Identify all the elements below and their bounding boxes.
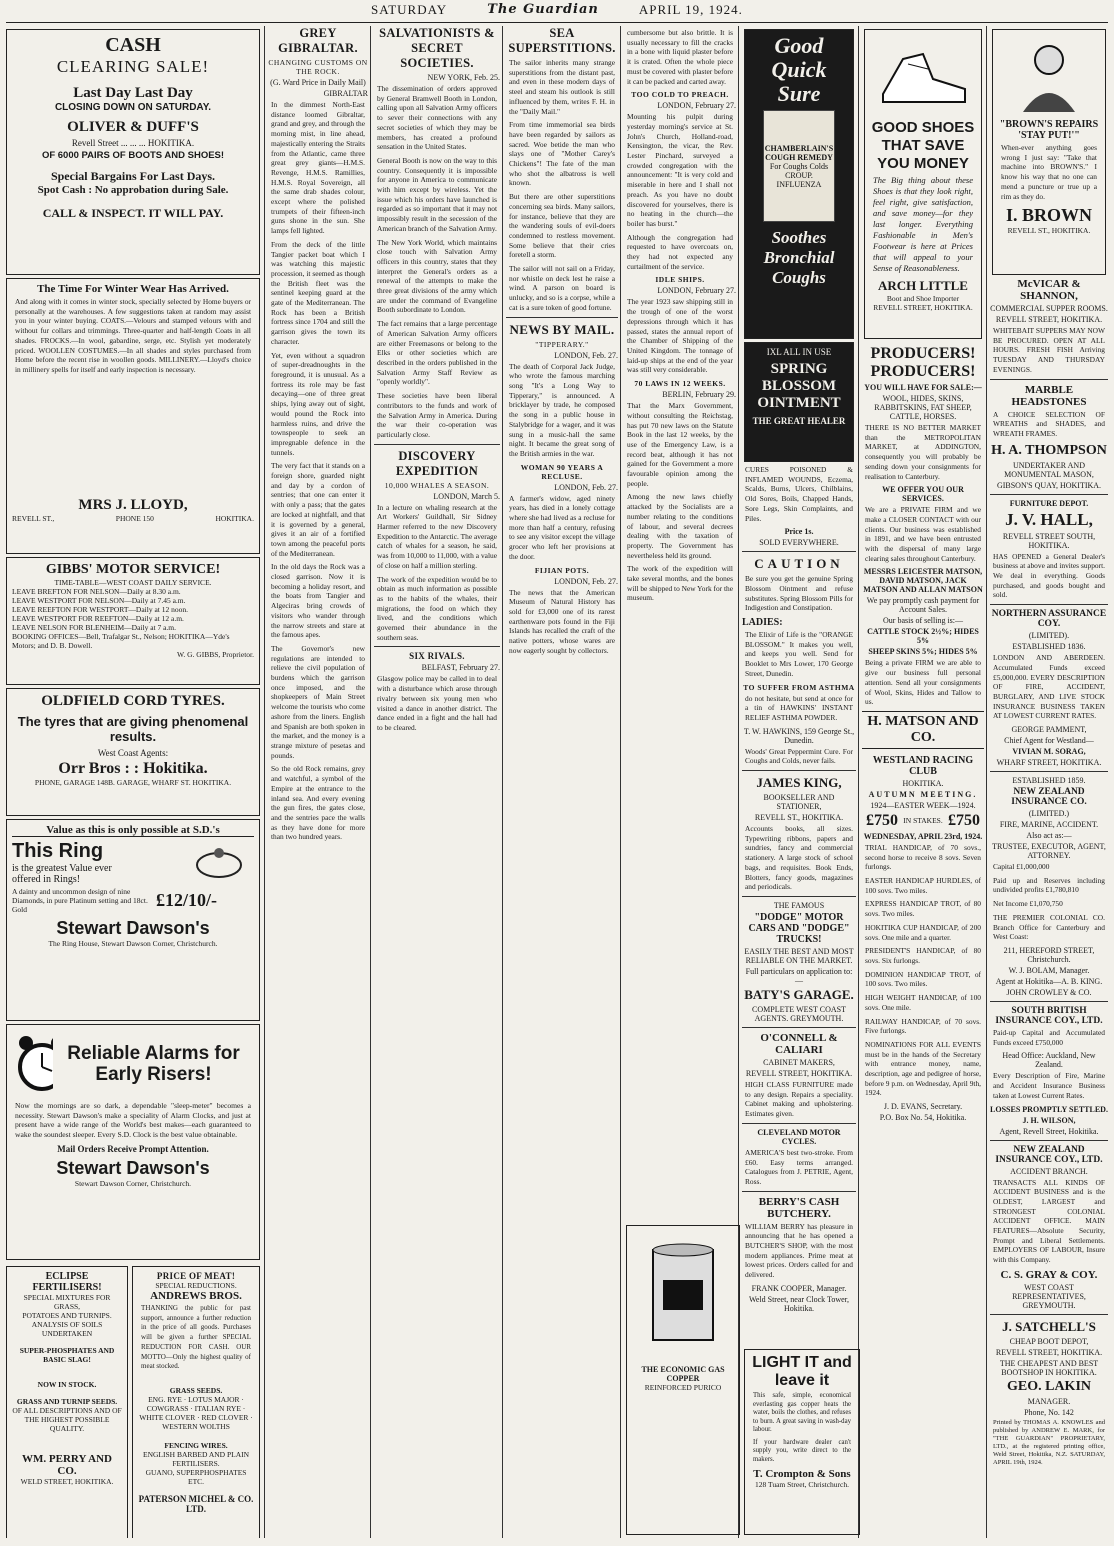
ads-column-6	[742, 26, 856, 1538]
ring-icon	[184, 837, 254, 887]
light-dealer: If your hardware dealer can't supply you, write direct to the makers.	[753, 1438, 851, 1463]
racing-nominations: NOMINATIONS FOR ALL EVENTS must be in the hands of the Secretary with entrance money, name, description, age and pedigree of horse, before 9 p.m. on Wednesday, April 9th, 1924.	[865, 1039, 981, 1098]
asthma-title: TO SUFFER FROM ASTHMA	[743, 682, 855, 692]
cough-remedy-ad	[744, 29, 854, 339]
gibbs-line: LEAVE WESTPORT FOR REEFTON—Daily at 12 a.m.	[12, 614, 184, 623]
spring-tag: IXL ALL IN USE	[766, 347, 832, 357]
seeds-ad	[132, 1266, 260, 1538]
oldfield-title: OLDFIELD CORD TYRES.	[41, 693, 225, 709]
alarms-mail: Mail Orders Receive Prompt Attention.	[57, 1143, 209, 1154]
ads-column-1	[4, 26, 262, 1538]
eclipse-line: POTATOES AND TURNIPS.	[22, 1311, 112, 1320]
laws-title: 70 LAWS IN 12 WEEKS.	[634, 379, 726, 389]
idle-dateline: LONDON, February 27.	[657, 286, 736, 296]
seeds-text: SPECIAL REDUCTIONS.	[155, 1281, 237, 1290]
salvationists-paragraph: The fact remains that a large percentage of American Salvation Army officers are either Freemasons or belong to the Elks or other societies which are described in the orders published in the Salvation Army Staff Review as "openly worldly".	[377, 319, 497, 387]
shoes-sub: Boot and Shoe Importer	[886, 294, 960, 303]
satchell-addr: REVELL STREET, HOKITIKA.	[995, 1347, 1103, 1357]
spring-price: Price 1s.	[784, 527, 814, 537]
shoes-firm: ARCH LITTLE	[878, 278, 968, 293]
dodge-desc: EASILY THE BEST AND MOST RELIABLE ON THE MARKET.	[744, 946, 854, 965]
southbrit-losses: LOSSES PROMPTLY SETTLED.	[990, 1104, 1108, 1114]
winter-town: HOKITIKA.	[215, 514, 254, 523]
salvationists-paragraph: The dissemination of orders approved by General Bramwell Booth in London, calling upon all Salvation Army officers to sever their connections with any secret societies of which they may be members, has created a profound sensation in the United States.	[377, 84, 497, 152]
northern-title: NORTHERN ASSURANCE COY.	[991, 609, 1107, 630]
ring-price: £12/10/-	[156, 890, 217, 910]
oldfield-firm: Orr Bros : : Hokitika.	[58, 760, 208, 777]
idle-title: IDLE SHIPS.	[655, 275, 705, 285]
marble-text: A CHOICE SELECTION OF WREATHS and SHADES, and WREATH FRAMES.	[993, 409, 1105, 438]
satchell-text: THE CHEAPEST AND BEST BOOTSHOP IN HOKITIKA.	[999, 1358, 1099, 1377]
light-it-ad	[744, 1349, 860, 1535]
caution-text: Be sure you get the genuine Spring Blossom Ointment and refuse substitutes. Spring Blossom Pills for Indigestion and Constipation.	[745, 574, 853, 613]
nzins-title: NEW ZEALAND INSURANCE CO.	[1011, 787, 1087, 808]
eclipse-firm: WM. PERRY AND CO.	[22, 1453, 112, 1477]
alarms-ad	[6, 1024, 260, 1260]
salvationists-paragraph: These societies have been liberal contributors to the funds and work of the Salvation Army in America. During the war their co-operation was particularly close.	[377, 391, 497, 439]
gibbs-timetable: TIME-TABLE—WEST COAST DAILY SERVICE.	[54, 578, 212, 587]
column-rule	[502, 26, 503, 1538]
laws-paragraph: That the Marx Government, without consulting the Reichstag, has put 70 new laws on the Statute Book in the last 12 weeks, by the use of the Emergency Law, is a record beat, although it has not gained for the Government a more favourable opinion among the people.	[627, 401, 733, 488]
cash-firm: OLIVER & DUFF'S	[67, 119, 199, 135]
producers-firm-line: MESSRS LEICESTER MATSON, DAVID MATSON, JACK MATSON AND ALLAN MATSON	[863, 567, 983, 595]
eclipse-title: ECLIPSE FERTILISERS!	[32, 1271, 102, 1293]
southbrit-title: SOUTH BRITISH INSURANCE COY., LTD.	[995, 1005, 1103, 1026]
seeds-wire: ENGLISH BARBED AND PLAIN FERTILISERS.	[143, 1449, 250, 1468]
producers-rates: Our basis of selling is:—	[883, 616, 963, 626]
nzins-sub: (LIMITED.)	[1028, 809, 1070, 819]
ring-addr: The Ring House, Stewart Dawson Corner, Christchurch.	[48, 939, 218, 948]
racing-race: TRIAL HANDICAP, of 70 sovs., second horse to receive 8 sovs. Seven furlongs.	[865, 842, 981, 872]
racing-race: HIGH WEIGHT HANDICAP, of 100 sovs. One mile.	[865, 993, 981, 1012]
spring-claim: THE GREAT HEALER	[752, 416, 846, 426]
winter-wear-ad	[6, 278, 260, 554]
northern-addr: WHARF STREET, HOKITIKA.	[996, 758, 1102, 768]
pots-paragraph: The news that the American Museum of Natural History has sold for £3,000 one of its rarest earthenware pots found in the Fiji Islands has recalled the craft of the native potters, whose wares are now eagerly sought by collectors.	[509, 587, 615, 655]
column-rule	[620, 26, 621, 1538]
woman-dateline: LONDON, Feb. 27.	[554, 482, 618, 492]
brown-firm: I. BROWN	[1005, 205, 1092, 226]
seeds-guano: GUANO, SUPERPHOSPHATES ETC.	[145, 1467, 247, 1486]
satchell-mgr-title: MANAGER.	[1027, 1396, 1071, 1406]
news-paragraph: The death of Corporal Jack Judge, who wrote the famous marching song "It's a Long Way to Tipperary," is announced. A bricklayer by trade, he composed the song in a public house in Stalybridge for a wager, and it was sung in a music-hall the same night. It became the great song of the British armies in the war.	[509, 361, 615, 458]
nzins-also: Also act as:—	[1026, 831, 1072, 841]
spring-sold: SOLD EVERYWHERE.	[759, 538, 839, 548]
gibbs-line: LEAVE BREFTON FOR NELSON—Daily at 8.30 a.m.	[12, 587, 181, 596]
nzins-income: Net Income £1,070,750	[993, 899, 1063, 909]
eclipse-line: GRASS AND TURNIP SEEDS.	[16, 1397, 118, 1406]
gibraltar-paragraph: From the deck of the little Tangier packet boat which I was watching this majestic procession, it seemed as though the British fleet was the sentinel keeping guard at the gate of the Mediterranean. The Rock has been a British fortress since 1704 and still the garrison gives the town its character.	[271, 239, 365, 346]
salvationists-title: SALVATIONISTS & SECRET SOCIETIES.	[379, 26, 495, 70]
col5-paragraph: cumbersome but also brittle. It is usually necessary to fill the cracks in a bone with liquid plaster before it is crated. Often the whole piece must be covered with plaster before it can be packed and carted away.	[627, 28, 733, 86]
nzins2-title: NEW ZEALAND INSURANCE COY., LTD.	[995, 1144, 1103, 1165]
article-column-salvationists	[374, 26, 500, 1538]
satchell-title: J. SATCHELL'S	[1002, 1318, 1096, 1334]
oldfield-phone: PHONE, GARAGE 148B. GARAGE, WHARF ST. HOKITIKA.	[34, 778, 232, 787]
racing-race: HOKITIKA CUP HANDICAP, of 200 sovs. One mile and a quarter.	[865, 922, 981, 942]
asthma-sign: T. W. HAWKINS, 159 George St., Dunedin.	[743, 726, 855, 745]
racing-race: DOMINION HANDICAP TROT, of 100 sovs. Two miles.	[865, 969, 981, 989]
spring-blossom-ad	[744, 342, 854, 462]
nzins-agents: Agent at Hokitika—A. B. KING.	[995, 976, 1103, 986]
column-rule	[858, 26, 859, 1538]
gibbs-motor-ad	[6, 557, 260, 685]
gibraltar-title: GREY GIBRALTAR.	[278, 26, 358, 55]
satchell-sub: CHEAP BOOT DEPOT,	[1009, 1336, 1089, 1346]
berry-title: BERRY'S CASH BUTCHERY.	[758, 1195, 840, 1220]
racing-meeting: AUTUMN MEETING.	[868, 789, 978, 799]
spring-brand: SPRING BLOSSOM OINTMENT	[757, 361, 841, 411]
dodge-title: THE FAMOUS	[773, 900, 825, 910]
sea-paragraph: The sailor will not sail on a Friday, nor whistle on deck lest he raise a wind. A parson on board is unlucky, and so is a corpse, while a cat is a sure token of good fortune.	[509, 264, 615, 312]
pots-dateline: LONDON, Feb. 27.	[554, 576, 618, 586]
gibraltar-paragraph: So the old Rock remains, grey and watchful, a symbol of the Empire at the entrance to the inland sea. And every evening the gun fires, the gates close, and the sentries pace the walls as they have done for more than two hundred years.	[271, 764, 365, 842]
news-subtitle: "TIPPERARY."	[535, 339, 589, 349]
dodge-line: "DODGE" MOTOR CARS AND "DODGE" TRUCKS!	[748, 911, 850, 945]
brown-text: When-ever anything goes wrong I just say: "Take that machine into BROWN'S." I know his way that no one can mend a puncture or true up a rim as they do.	[1001, 143, 1097, 201]
northern-office: Chief Agent for Westland—	[1004, 736, 1094, 746]
hall-title: FURNITURE DEPOT.	[1009, 498, 1089, 508]
cash-subtitle: CLEARING SALE!	[56, 57, 210, 76]
cash-sale-ad	[6, 29, 260, 275]
caution-ladies-text: The Elixir of Life is the "ORANGE BLOSSOM." It makes you well, and keeps you well. Send for Booklet to Mrs Lower, 170 George Street, Dunedin.	[745, 630, 853, 678]
ring-value: Value as this is only possible at S.D.'s	[12, 824, 254, 837]
southbrit-text: Every Description of Fire, Marine and Accident Insurance Business taken at Lowest Current Rates.	[993, 1071, 1105, 1100]
woman-title: WOMAN 90 YEARS A RECLUSE.	[520, 462, 604, 481]
seeds-firm: ANDREWS BROS.	[150, 1290, 242, 1302]
racing-stake-right: £750	[948, 811, 980, 829]
racing-stake-mid: IN STAKES.	[903, 816, 943, 826]
ring-firm: Stewart Dawson's	[56, 918, 210, 938]
gibraltar-dateline: GIBRALTAR	[323, 89, 368, 98]
cold-dateline: LONDON, February 27.	[657, 101, 736, 111]
berry-text: WILLIAM BERRY has pleasure in announcing that he has opened a BUTCHER'S SHOP, with the most modern appliances. Prime meat at lowest prices. Orders called for and delivered.	[745, 1221, 853, 1280]
winter-title: The Time For Winter Wear Has Arrived.	[37, 283, 229, 295]
seeds-body: THANKING the public for past support, announce a further reduction in the price of all goods. Purchases will be given a further SPECIAL REDUCTION FOR CASH. OUR MOTTO—Only the highest quality of meat stocked.	[141, 1304, 251, 1371]
dodge-parts: Full particulars on application to:—	[745, 966, 853, 985]
brown-addr: REVELL ST., HOKITIKA.	[1007, 226, 1091, 236]
seeds-paterson: PATERSON MICHEL & CO. LTD.	[138, 1493, 254, 1514]
gibraltar-paragraph: The very fact that it stands on a foreign shore, guarded night and day by a cordon of sentries; that one can enter it with only a pass; that the gates are locked at nightfall, and that it is governed by a general, gives it an air of a fortified town among the peaceful ports of the Mediterranean.	[271, 461, 365, 558]
cash-closing: CLOSING DOWN ON SATURDAY.	[54, 102, 212, 113]
sea-paragraph: The sailor inherits many strange superstitions from the distant past, and even in these modern days of steel and steam his outlook is still influenced by them, writes F. H. in the "Daily Mail."	[509, 58, 615, 116]
cough-brand: Good Quick Sure	[771, 33, 827, 106]
light-firm: T. Crompton & Sons	[753, 1468, 851, 1480]
alarms-addr: Stewart Dawson Corner, Christchurch.	[74, 1178, 192, 1188]
imprint: Printed by THOMAS A. KNOWLES and published by ANDREW E. MARK, for "THE GUARDIAN" PROPRIETARY, LTD., at the registered printing office, Weld Street, Hokitika, N.Z. SATURDAY, APRIL 19th, 1924.	[993, 1418, 1105, 1466]
cash-terms: Spot Cash : No approbation during Sale.	[37, 184, 229, 196]
nzins-reserves: Paid up and Reserves including undivided profits £1,780,810	[993, 875, 1105, 895]
discovery-subtitle: 10,000 WHALES A SEASON.	[384, 480, 490, 490]
satchell-phone: Phone, No. 142	[1024, 1407, 1074, 1417]
cough-tag: Soothes Bronchial Coughs	[763, 228, 835, 287]
producers-text3: Being a private FIRM we are able to give our business full personal attention. Send all your consignments of Wool, Skins, Hides and Tallow to us.	[865, 658, 981, 707]
gibraltar-paragraph: In the dimmest North-East distance loomed Gibraltar, grand and grey, and through the morning mist, in line ahead, majestically entering the Straits from the Atlantic, came three great grey giants—H.M.S. Revenge, H.M.S. Ramillies, H.M.S. Royal Sovereign, all the same drab shades colour, except where the polished trumpets of their fifteen-inch guns shone in the sun. She lamps fell lighted.	[271, 100, 365, 236]
southbrit-agent-addr: Agent, Revell Street, Hokitika.	[999, 1126, 1099, 1136]
cleveland-title: CLEVELAND MOTOR CYCLES.	[757, 1127, 841, 1146]
eclipse-street: WELD STREET, HOKITIKA.	[20, 1477, 114, 1486]
racing-race: EXPRESS HANDICAP TROT, of 80 sovs. Two miles.	[865, 899, 981, 919]
rivals-paragraph: Glasgow police may be called in to deal with a disturbance which arose through rivalry between six young men who visited a dance in another district. The dance ended in a fight and the hall had to be cleared.	[377, 674, 497, 732]
gibbs-line: LEAVE WESTPORT FOR NELSON—Daily at 7.45 a.m.	[12, 596, 186, 605]
producers-prompt: We pay promptly cash payment for Account Sales.	[866, 596, 980, 615]
northern-agent: GEORGE PAMMENT,	[1011, 725, 1087, 735]
ring-desc: A dainty and uncommon design of nine Diamonds, in pure Platinum setting and 18ct. Gold	[12, 887, 148, 914]
mcvicar-sub: COMMERCIAL SUPPER ROOMS.	[990, 304, 1108, 313]
nzins2-firm: C. S. GRAY & COY.	[1000, 1268, 1098, 1281]
cash-offer: OF 6000 PAIRS OF BOOTS AND SHOES!	[41, 150, 225, 161]
winter-text: And along with it comes in winter stock, specially selected by Home buyers or personally at the warehouses. A few suggestions taken at random may assist you in your winter buying. COATS.—Velours and stamped velours with and without fur collars and trimmings. Three-quarter and half-length Coats in all shades. FROCKS.—In wool, gabardine, serge, etc. Stylish yet moderately priced. WOOLLEN COSTUMES.—In all shades and styles purchased from Home before the recent rise in woollen goods. MILLINERY.—Lloyd's choice in millinery spells for itself and early inspection is necessary.	[15, 297, 251, 374]
producers-offer: WE OFFER YOU OUR SERVICES.	[882, 485, 964, 504]
seeds-fencing: FENCING WIRES.	[164, 1440, 228, 1450]
racing-year: 1924—EASTER WEEK—1924.	[870, 800, 976, 810]
masthead	[6, 2, 1108, 23]
salvationists-paragraph: The New York World, which maintains close touch with Salvation Army officers in this country, states that they interpret the General's orders as a renewal of the attempts to make the three great divisions of the army which are under the command of Evangeline Booth subordinate to London.	[377, 237, 497, 315]
news-by-mail-title: NEWS BY MAIL.	[509, 321, 615, 337]
oldfield-slogan: The tyres that are giving phenomenal results.	[17, 714, 249, 744]
cash-days: Last Day Last Day	[73, 85, 193, 101]
ring-tag: is the greatest Value ever offered in Rings!	[12, 862, 112, 885]
copper-brand: THE ECONOMIC GAS COPPER	[641, 1365, 725, 1383]
alarms-firm: Stewart Dawson's	[56, 1157, 210, 1178]
producers-rates1: CATTLE STOCK 2½%; HIDES 5%	[867, 627, 979, 646]
cold-title: TOO COLD TO PREACH.	[631, 90, 729, 100]
eclipse-line: OF ALL DESCRIPTIONS AND OF THE HIGHEST POSSIBLE QUALITY.	[12, 1406, 122, 1433]
eclipse-line: SUPER-PHOSPHATES AND BASIC SLAG!	[19, 1346, 115, 1364]
james-king-sub: BOOKSELLER AND STATIONER,	[763, 793, 835, 812]
brown-title: "BROWN'S REPAIRS 'STAY PUT!'"	[999, 119, 1099, 141]
nzins-capital: Capital £1,000,000	[993, 862, 1050, 872]
laws-dateline: BERLIN, February 29.	[662, 390, 736, 400]
nzins-kinds: FIRE, MARINE, ACCIDENT.	[999, 820, 1099, 830]
nzins-sign: W. J. BOLAM, Manager.	[1008, 965, 1090, 975]
oconnell-text: HIGH CLASS FURNITURE made to any design. Repairs a speciality. Cabinet making and upholstering. Estimates given.	[745, 1079, 853, 1119]
gibbs-booking: BOOKING OFFICES—Bell, Trafalgar St., Nelson; HOKITIKA—Yde's Motors; and D. B. Dowell.	[12, 632, 230, 650]
spring-cures: CURES POISONED & INFLAMED WOUNDS, Eczema, Scalds, Burns, Ulcers, Chilblains, Old Sores, Boils, Chapped Hands, Sore Legs, Skin Complaints, and Piles.	[745, 465, 853, 523]
good-shoes-ad	[864, 29, 982, 339]
oldfield-tyres-ad	[6, 688, 260, 816]
gibbs-line: LEAVE NELSON FOR BLENHEIM—Daily at 7 a.m.	[12, 623, 177, 632]
ads-column-7	[862, 26, 984, 1538]
shoe-icon	[873, 34, 973, 114]
gibraltar-paragraph: Yet, even without a squadron of super-dreadnoughts in the foreground, it is unusual. As a fortress its role may be fast decaying—one of three great ships, lying away out of sight, would pound the Rock into harmless ruins, and drive the townspeople to seek an impregnable defence in the tunnels.	[271, 350, 365, 457]
salvationists-paragraph: General Booth is now on the way to this country. Consequently it is impossible for anyone in America to communicate with him except by wireless. Yet the issue which his orders have launched is regarded as so important that it may not impossibly result in the secession of the American branch of the Salvation Army.	[377, 155, 497, 233]
shoes-title: GOOD SHOES THAT SAVE YOU MONEY	[871, 119, 975, 172]
pots-title: FIJIAN POTS.	[534, 565, 590, 575]
southbrit-capital: Paid-up Capital and Accumulated Funds exceed £750,000	[993, 1027, 1105, 1047]
berry-addr: Weld Street, near Clock Tower, Hokitika.	[748, 1294, 850, 1313]
article-column-gibraltar	[268, 26, 368, 1538]
gibraltar-byline: (G. Ward Price in Daily Mail)	[270, 78, 366, 87]
dodge-firm: BATY'S GARAGE.	[744, 986, 854, 1002]
winter-addr: REVELL ST.,	[12, 514, 55, 523]
producers-want: YOU WILL HAVE FOR SALE:—	[864, 383, 982, 392]
james-king-addr: REVELL ST., HOKITIKA.	[754, 813, 844, 823]
producers-items: WOOL, HIDES, SKINS, RABBITSKINS, FAT SHEEP, CATTLE, HORSES.	[874, 394, 972, 421]
sea-paragraph: From time immemorial sea birds have been regarded by sailors as sacred. Woe betide the man who slays one of "Mother Carey's Chickens"! The fate of the man who shot the albatross is well known.	[509, 120, 615, 188]
cough-for: For Coughs Colds CROUP.	[769, 161, 829, 180]
alarms-title: Reliable Alarms for Early Risers!	[67, 1043, 240, 1085]
eclipse-line: NOW IN STOCK.	[37, 1380, 97, 1389]
oconnell-title: O'CONNELL & CALIARI	[760, 1031, 838, 1056]
shoes-text: The Big thing about these Shoes is that they look right, feel right, give satisfaction, and save money—for they last longer. Everything Fashionable in Men's Footwear is here at Prices that will appeal to your Sense of Reasonableness.	[873, 175, 973, 273]
oconnell-sub: CABINET MAKERS,	[763, 1057, 835, 1067]
nzins-office: THE PREMIER COLONIAL CO. Branch Office for Canterbury and West Coast:	[993, 912, 1105, 942]
salvationists-dateline: NEW YORK, Feb. 25.	[427, 73, 500, 82]
cash-title: CASH	[105, 34, 161, 56]
producers-text2: We are a PRIVATE FIRM and we make a CLOSER CONTACT with our clients. Our business was established in 1891, and we have been entrusted with the dispersal of many large clearing sales throughout Canterbury.	[865, 505, 981, 563]
dodge-greymouth: COMPLETE WEST COAST AGENTS. GREYMOUTH.	[752, 1004, 846, 1023]
cold-paragraph: Mounting his pulpit during yesterday morning's service at St. John's Church, Holland-road, Kensington, the vicar, the Rev. Lester Pinchard, surveyed a crowded congregation with the announcement: "It is very cold and miserable in here and I shall not preach. As you have no doubt discovered for yourselves, there is no heating in the church—the boiler has burst."	[627, 112, 733, 228]
southbrit-agent: J. H. WILSON,	[1022, 1115, 1076, 1125]
light-text: This safe, simple, economical everlasting gas copper heats the water, boils the clothes, and refuses to burn. A great saving in wash-day labour.	[753, 1392, 851, 1433]
winter-phone: PHONE 150	[115, 514, 154, 523]
asthma-text: do not hesitate, but send at once for a tin of HAWKINS' INSTANT RELIEF ASTHMA POWDER.	[745, 693, 853, 722]
seeds-list: ENG. RYE · LOTUS MAJOR · COWGRASS · ITALIAN RYE · WHITE CLOVER · RED CLOVER · WESTERN WOLTHS	[139, 1394, 253, 1431]
article-column-sea	[506, 26, 618, 1538]
shoes-addr: REVELL STREET, HOKITIKA.	[873, 303, 973, 312]
cough-name: CHAMBERLAIN'S COUGH REMEDY	[764, 143, 834, 162]
marble-addr: GIBSON'S QUAY, HOKITIKA.	[996, 480, 1102, 490]
eclipse-fertilisers-ad	[6, 1266, 128, 1538]
cold-paragraph: Although the congregation had requested to have overcoats on, they had not expected any curtailment of the service.	[627, 232, 733, 271]
matson-firm: H. MATSON AND CO.	[862, 711, 984, 749]
nzins-sub-agents: JOHN CROWLEY & CO.	[1006, 987, 1092, 997]
cough-flu: INFLUENZA	[776, 179, 822, 189]
masthead-paper: The Guardian	[487, 2, 599, 17]
eclipse-line: SPECIAL MIXTURES FOR GRASS,	[23, 1293, 111, 1311]
racing-title: WESTLAND RACING CLUB	[872, 754, 974, 777]
caution-title: CAUTION	[754, 556, 844, 572]
sea-title: SEA SUPERSTITIONS.	[508, 26, 616, 55]
peppermint-text: Woods' Great Peppermint Cure. For Coughs and Colds, never fails.	[745, 746, 853, 766]
seeds-title: PRICE OF MEAT!	[156, 1271, 236, 1281]
racing-box: P.O. Box No. 54, Hokitika.	[879, 1113, 967, 1123]
news-dateline: LONDON, Feb. 27.	[554, 350, 618, 360]
winter-signature: MRS J. LLOYD,	[78, 497, 188, 513]
rivals-title: SIX RIVALS.	[409, 651, 465, 662]
mcvicar-title: McVICAR & SHANNON,	[1017, 278, 1081, 302]
idle-paragraph: The year 1923 saw shipping still in the trough of one of the worst depressions through which it has passed, states the annual report of the Chamber of Shipping of the United Kingdom. The tonnage of laid-up ships at the end of the year was still very considerable.	[627, 297, 733, 375]
racing-race: EASTER HANDICAP HURDLES, of 100 sovs. Two miles.	[865, 876, 981, 895]
hall-firm: J. V. HALL,	[1005, 509, 1093, 529]
col1-bottom	[4, 1263, 262, 1538]
producers-title: PRODUCERS! PRODUCERS!	[870, 345, 976, 380]
eclipse-line: ANALYSIS OF SOILS UNDERTAKEN	[31, 1320, 103, 1338]
gibraltar-subtitle: CHANGING CUSTOMS ON THE ROCK.	[268, 58, 368, 76]
alarms-text: Now the mornings are so dark, a dependable "sleep-meter" becomes a necessity. Stewart Dawson's make a speciality of Alarm Clocks, and just at present have a wide range of the World's best makes—each guaranteed to wake the soundest sleeper. Every S.D. Clock is the best value obtainable.	[15, 1101, 251, 1140]
racing-race: RAILWAY HANDICAP, of 70 sovs. Five furlongs.	[865, 1016, 981, 1036]
marble-firm: H. A. THOMPSON	[991, 442, 1107, 458]
racing-sign: J. D. EVANS, Secretary.	[883, 1102, 963, 1112]
brown-repairs-ad	[992, 29, 1106, 275]
masthead-date: APRIL 19, 1924.	[638, 2, 743, 17]
northern-text: LONDON AND ABERDEEN. Accumulated Funds exceed £5,000,000. EVERY DESCRIPTION OF FIRE, ACCIDENT, BURGLARY, AND LIVE STOCK INSURANCE BUSINESS TAKEN AT LOWEST CURRENT RATES.	[993, 653, 1105, 721]
cleveland-text: AMERICA'S best two-stroke. From £60. Easy terms arranged. Catalogues from J. PETRIE, Agent, Ross.	[745, 1147, 853, 1186]
gas-copper-ad	[626, 1225, 740, 1535]
northern-sub: (LIMITED).	[1028, 631, 1070, 641]
hall-text: HAS OPENED a General Dealer's business at above and invites support. We deal in everything. Goods purchased, and goods bought and sold.	[993, 551, 1105, 600]
james-king-title: JAMES KING,	[756, 775, 842, 791]
caution-ladies: LADIES:	[742, 617, 783, 629]
column-rule	[986, 26, 987, 1538]
nzins-trustee: TRUSTEE, EXECUTOR, AGENT, ATTORNEY.	[992, 842, 1106, 861]
nzins2-text: TRANSACTS ALL KINDS OF ACCIDENT BUSINESS and is the OLDEST, LARGEST and STRONGEST COLONIAL ACCIDENT OFFICE. MAIN FEATURES—Absolute Security, Prompt and Liberal Settlements. EMPLOYERS OF LABOUR, Insure with this Company.	[993, 1177, 1105, 1265]
alarm-clock-icon	[12, 1029, 53, 1099]
column-rule	[370, 26, 371, 1538]
masthead-day: SATURDAY	[371, 2, 448, 17]
gibraltar-paragraph: In the old days the Rock was a closed garrison. Now it is becoming a holiday resort, and the boats from Tangier and Algeciras bring crowds of visitors who wander through the narrow streets and stare at the famous apes.	[271, 562, 365, 640]
column-rule	[264, 26, 265, 1538]
racing-race: PRESIDENT'S HANDICAP, of 80 sovs. Six furlongs.	[865, 946, 981, 965]
northern-est: ESTABLISHED 1836.	[1012, 642, 1086, 652]
racing-date: WEDNESDAY, APRIL 23rd, 1924.	[863, 831, 983, 841]
ads-column-8	[990, 26, 1108, 1538]
cough-bottle-illustration	[763, 110, 835, 222]
northern-firm: VIVIAN M. SORAG,	[1012, 747, 1086, 757]
cash-bargains: Special Bargains For Last Days.	[50, 169, 216, 183]
discovery-title: DISCOVERY EXPEDITION	[395, 448, 479, 478]
discovery-paragraph: The work of the expedition would be to obtain as much information as possible as to the habits of the whales, their migrations, the food on which they lived, and the conditions which governed their abundance in the southern seas.	[377, 574, 497, 642]
james-king-text: Accounts books, all sizes. Typewriting ribbons, papers and sundries, fancy and commercial stationery. A large stock of school bags, and requisites. Book Ends, Blotters, fancy goods, magazines and periodicals.	[745, 824, 853, 892]
discovery-dateline: LONDON, March 5.	[433, 491, 500, 501]
cash-address: Revell Street ... ... ... HOKITIKA.	[71, 138, 195, 148]
sea-paragraph: But there are other superstitions concerning sea birds. Many sailors, for instance, believe that they are the wandering souls of evil-doers condemned to restless movement. Some believe that their cries foretell a storm.	[509, 192, 615, 260]
laws-paragraph: Among the new laws chiefly attacked by the Socialists are a number relating to the conditions of labour, and several decrees dealing with the taxation of property. The Government has nevertheless held its ground.	[627, 492, 733, 560]
rivals-dateline: BELFAST, February 27.	[421, 663, 500, 673]
light-title: LIGHT IT and leave it	[752, 1354, 852, 1389]
oconnell-addr: REVELL STREET, HOKITIKA.	[745, 1068, 853, 1078]
marble-title: MARBLE HEADSTONES	[1011, 383, 1087, 408]
fossil-paragraph: The work of the expedition will take several months, and the bones will be shipped to New York for the museum.	[627, 564, 733, 603]
producers-rates2: SHEEP SKINS 5%; HIDES 5%	[868, 647, 978, 657]
racing-sub: HOKITIKA.	[902, 778, 944, 788]
copper-tag: REINFORCED PURICO	[644, 1383, 722, 1392]
gibbs-sign: W. G. GIBBS, Proprietor.	[176, 650, 254, 659]
satchell-mgr: GEO. LAKIN	[1006, 1378, 1091, 1394]
ring-ad	[6, 819, 260, 1021]
producers-text: THERE IS NO BETTER MARKET than the METROPOLITAN MARKET, at ADDINGTON, consequently you will probably be sending down your consignments for realisation to Canterbury.	[865, 423, 981, 481]
hall-addr: REVELL STREET SOUTH, HOKITIKA.	[1002, 531, 1096, 550]
mcvicar-addr: REVELL STREET, HOKITIKA.	[995, 315, 1103, 324]
woman-paragraph: A farmer's widow, aged ninety years, has died in a lonely cottage where she had lived as a recluse for more than half a century, refusing to see any visitor except the village grocer who left her provisions at the door.	[509, 493, 615, 561]
gas-copper-illustration	[638, 1230, 728, 1360]
gibraltar-paragraph: The Governor's new regulations are intended to relieve the civil population of burdens which the garrison once imposed, and the shopkeepers of Main Street welcome the tourists who come ashore from the liners. English and Spanish are both spoken in the market, and the money is a strange mixture of pesetas and pounds.	[271, 643, 365, 760]
nzins2-sub2: WEST COAST REPRESENTATIVES, GREYMOUTH.	[1012, 1282, 1086, 1310]
light-addr: 128 Tuam Street, Christchurch.	[755, 1480, 849, 1489]
seeds-grass: GRASS SEEDS.	[169, 1385, 223, 1395]
oldfield-agents: West Coast Agents:	[97, 748, 169, 758]
marble-sub: UNDERTAKER AND MONUMENTAL MASON,	[1004, 460, 1094, 479]
nzins2-sub: ACCIDENT BRANCH.	[1010, 1166, 1088, 1176]
man-portrait-illustration	[1009, 34, 1089, 114]
berry-sign: FRANK COOPER, Manager.	[751, 1283, 847, 1293]
gibbs-line: LEAVE REEFTON FOR WESTPORT—Daily at 12 noon.	[12, 605, 189, 614]
nzins-est: ESTABLISHED 1859.	[1012, 776, 1086, 786]
racing-stake-left: £750	[866, 811, 898, 829]
southbrit-head: Head Office: Auckland, New Zealand.	[1002, 1051, 1096, 1070]
mcvicar-text: WHITEBAIT SUPPERS MAY NOW BE PROCURED. OPEN AT ALL HOURS. FRESH FISH Arriving TUESDAY AND THURSDAY EVENINGS.	[993, 326, 1105, 374]
ring-title: This Ring	[12, 839, 104, 862]
discovery-paragraph: In a lecture on whaling research at the Art Workers' Guildhall, Sir Sidney Harmer referred to the new Discovery Expedition to the Antarctic. The average catch of whales for a season, he said, was from 10,000 to 11,000, with a value of close on half a million sterling.	[377, 502, 497, 570]
nzins-addr: 211, HEREFORD STREET, Christchurch.	[1003, 945, 1095, 964]
gibbs-title: GIBBS' MOTOR SERVICE!	[45, 562, 221, 577]
cash-call: CALL & INSPECT. IT WILL PAY.	[42, 206, 224, 220]
